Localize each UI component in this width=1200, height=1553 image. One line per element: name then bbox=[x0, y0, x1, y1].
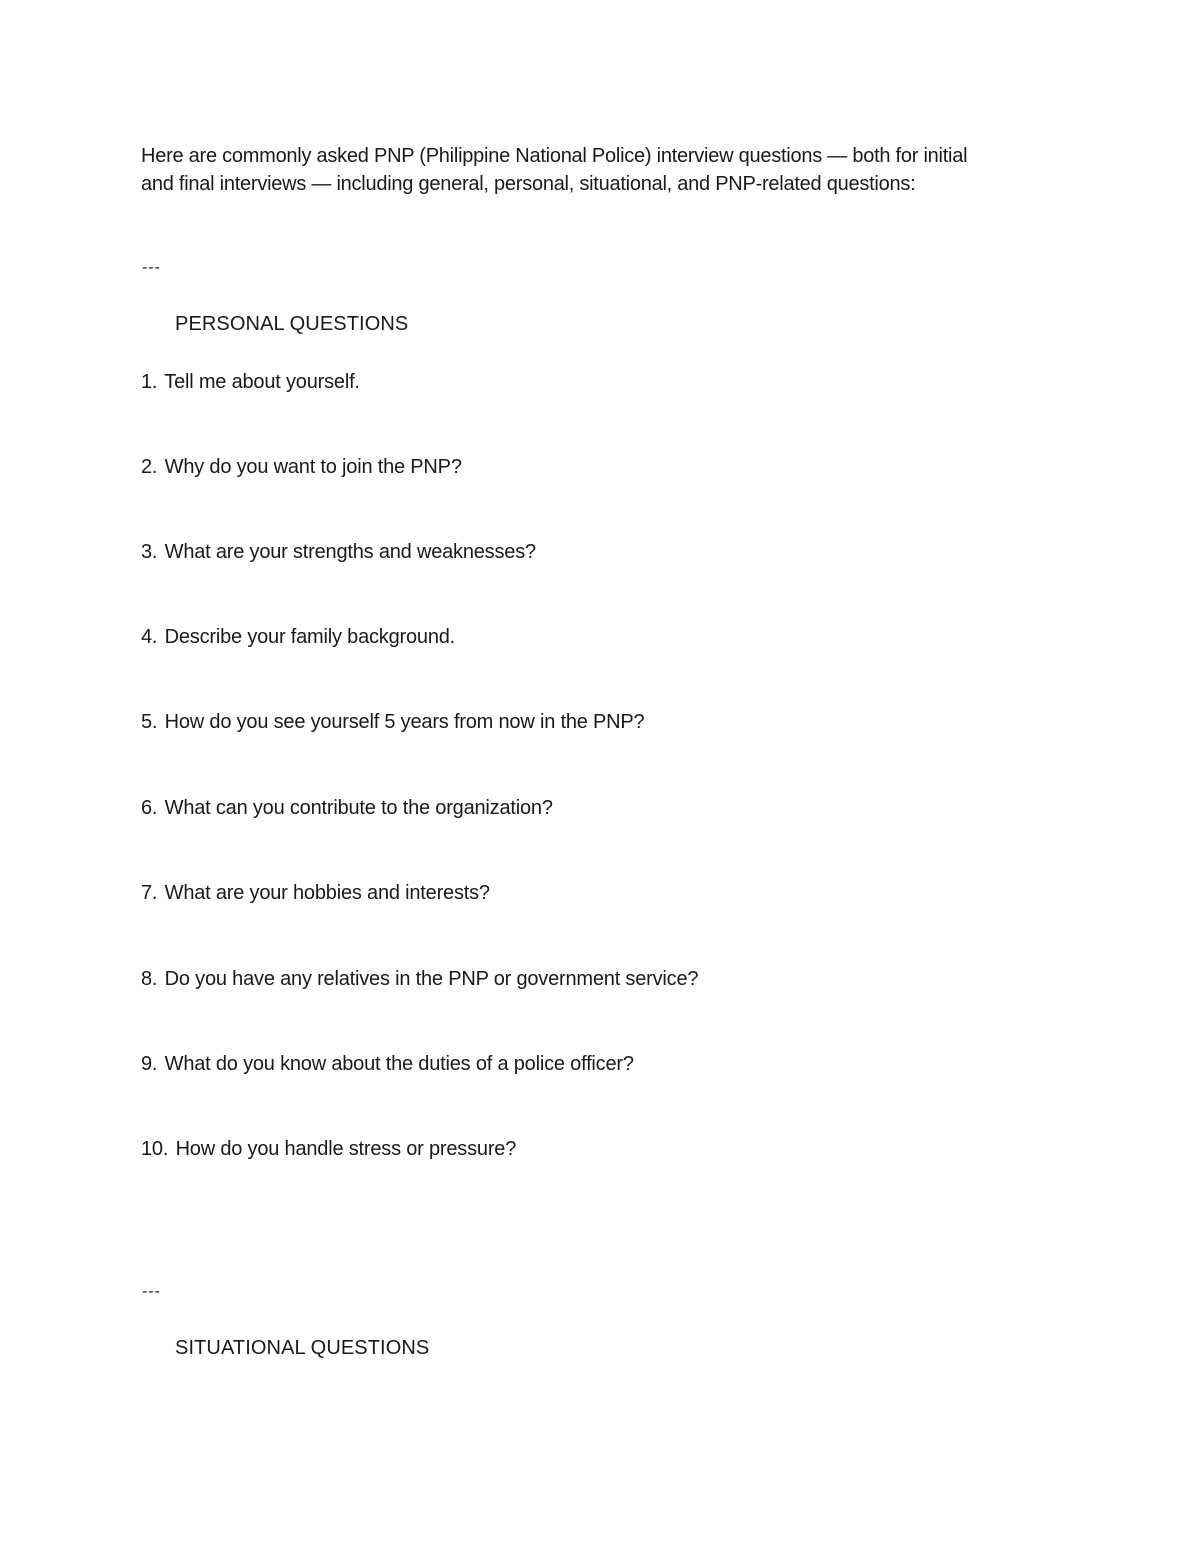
question-number: 6. bbox=[141, 797, 158, 819]
question-number: 8. bbox=[141, 968, 158, 990]
question-number: 2. bbox=[141, 456, 158, 478]
question-number: 4. bbox=[141, 626, 158, 648]
question-text: Why do you want to join the PNP? bbox=[164, 456, 462, 478]
question-number: 1. bbox=[141, 371, 158, 393]
question-number: 9. bbox=[141, 1053, 158, 1075]
question-item bbox=[141, 881, 490, 905]
question-number: 3. bbox=[141, 541, 158, 563]
question-text: Do you have any relatives in the PNP or government service? bbox=[164, 968, 699, 990]
question-item bbox=[141, 540, 536, 564]
separator-2: --- bbox=[142, 1283, 161, 1300]
question-number: 5. bbox=[141, 711, 158, 733]
question-item bbox=[141, 625, 455, 649]
question-item bbox=[141, 967, 698, 991]
intro-paragraph bbox=[141, 142, 1071, 198]
question-text: What do you know about the duties of a police officer? bbox=[164, 1053, 634, 1075]
separator-1: --- bbox=[142, 259, 161, 276]
section-heading-personal: PERSONAL QUESTIONS bbox=[175, 313, 409, 335]
question-number: 7. bbox=[141, 882, 158, 904]
question-item bbox=[141, 455, 462, 479]
question-text: How do you see yourself 5 years from now in the PNP? bbox=[164, 711, 645, 733]
question-text: What can you contribute to the organization? bbox=[164, 797, 553, 819]
question-item bbox=[141, 1052, 634, 1076]
intro-line-2: and final interviews — including general, personal, situational, and PNP-related questions: bbox=[141, 173, 916, 195]
question-item bbox=[141, 796, 553, 820]
question-text: Describe your family background. bbox=[164, 626, 456, 648]
question-text: What are your strengths and weaknesses? bbox=[164, 541, 536, 563]
question-number: 10. bbox=[141, 1138, 169, 1160]
question-item bbox=[141, 710, 644, 734]
question-item bbox=[141, 370, 360, 394]
question-text: What are your hobbies and interests? bbox=[164, 882, 490, 904]
section-heading-situational: SITUATIONAL QUESTIONS bbox=[175, 1337, 430, 1359]
question-item bbox=[141, 1137, 516, 1161]
question-text: How do you handle stress or pressure? bbox=[175, 1138, 517, 1160]
question-text: Tell me about yourself. bbox=[164, 371, 360, 393]
intro-line-1: Here are commonly asked PNP (Philippine National Police) interview questions — both for initial bbox=[141, 145, 968, 167]
